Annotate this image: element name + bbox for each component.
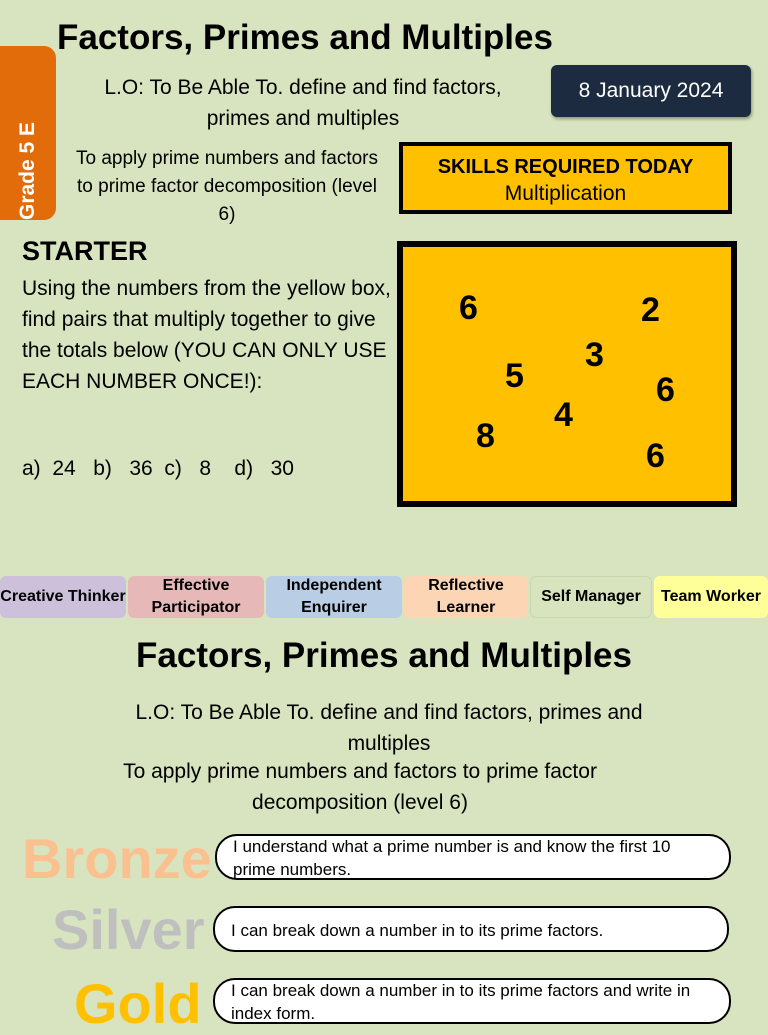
slide2-apply-objective: To apply prime numbers and factors to prime factor decomposition (level 6) bbox=[123, 760, 597, 814]
outcome-silver bbox=[213, 906, 729, 952]
plts-bar bbox=[0, 576, 768, 618]
medal-gold: Gold bbox=[74, 972, 202, 1035]
date-badge bbox=[551, 65, 751, 117]
number-item: 4 bbox=[554, 396, 573, 434]
outcome-bronze bbox=[215, 834, 731, 880]
number-item: 6 bbox=[459, 289, 478, 327]
starter-instructions: Using the numbers from the yellow box, find pairs that multiply together to give the totals below (YOU CAN ONLY USE EACH NUMBER ONCE!): bbox=[22, 277, 391, 393]
plts-independent-enquirer: Independent Enquirer bbox=[266, 576, 402, 618]
apply-objective: To apply prime numbers and factors to prime factor decomposition (level 6) bbox=[75, 148, 379, 225]
slide2-title: Factors, Primes and Multiples bbox=[136, 636, 632, 675]
number-item: 2 bbox=[641, 291, 660, 329]
outcome-bronze-text: I understand what a prime number is and know the first 10 prime numbers. bbox=[233, 837, 671, 879]
grade-tab bbox=[0, 46, 56, 220]
outcome-gold bbox=[213, 978, 731, 1024]
plts-reflective-learner: Reflective Learner bbox=[404, 576, 528, 618]
outcome-gold-text: I can break down a number in to its prime factors and write in index form. bbox=[231, 981, 691, 1023]
medal-silver: Silver bbox=[52, 898, 205, 961]
plts-self-manager: Self Manager bbox=[530, 576, 652, 618]
skills-heading: SKILLS REQUIRED TODAY bbox=[437, 156, 694, 178]
grade-tab-label: Grade 5 E bbox=[16, 121, 39, 220]
outcome-silver-text: I can break down a number in to its prime factors. bbox=[231, 920, 604, 940]
plts-creative-thinker: Creative Thinker bbox=[0, 576, 126, 618]
number-item: 3 bbox=[585, 336, 604, 374]
skills-skill: Multiplication bbox=[504, 182, 627, 205]
learning-objective: L.O: To Be Able To. define and find factors, primes and multiples bbox=[104, 76, 502, 130]
number-item: 6 bbox=[656, 371, 675, 409]
number-item: 6 bbox=[646, 437, 665, 475]
starter-heading: STARTER bbox=[22, 236, 148, 266]
numbers-box bbox=[397, 241, 737, 507]
slide2-learning-objective: L.O: To Be Able To. define and find factors, primes and multiples bbox=[135, 701, 643, 755]
starter-questions: a) 24 b) 36 c) 8 d) 30 bbox=[22, 457, 294, 480]
number-item: 5 bbox=[505, 357, 524, 395]
plts-effective-participator: Effective Participator bbox=[128, 576, 264, 618]
date-label: 8 January 2024 bbox=[578, 79, 724, 102]
number-item: 8 bbox=[476, 417, 495, 455]
medal-bronze: Bronze bbox=[22, 827, 212, 890]
page-title: Factors, Primes and Multiples bbox=[57, 18, 553, 57]
plts-team-worker: Team Worker bbox=[654, 576, 768, 618]
skills-box bbox=[399, 142, 732, 214]
